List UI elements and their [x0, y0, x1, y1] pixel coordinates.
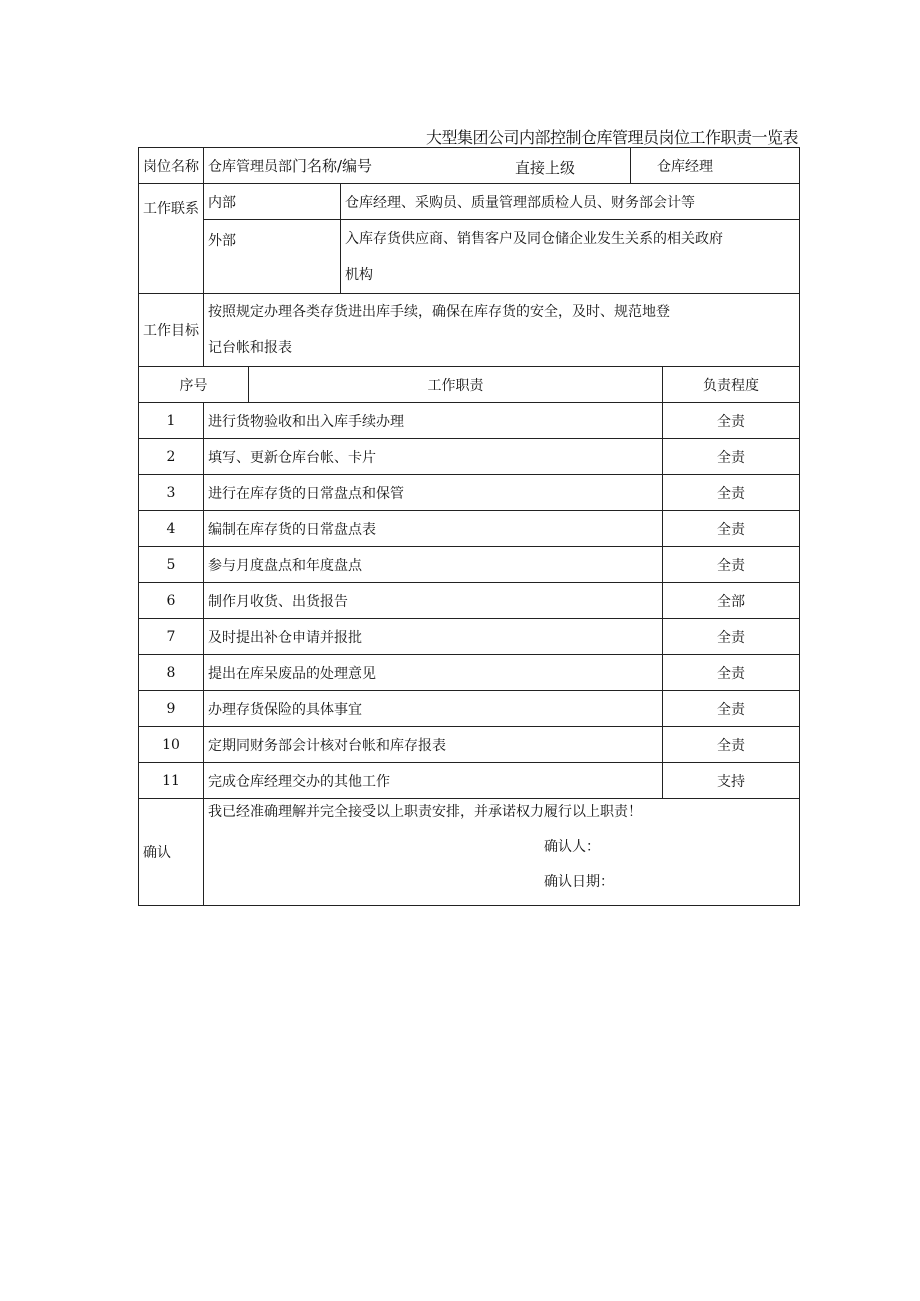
duty-level: 全责	[663, 619, 800, 655]
external-value-line2: 机构	[345, 266, 373, 283]
column-header-row	[139, 367, 800, 403]
duty-no: 11	[139, 763, 204, 799]
duty-text: 办理存货保险的具体事宜	[204, 691, 663, 727]
table-row	[139, 475, 800, 511]
duty-level: 全责	[663, 403, 800, 439]
column-level: 负责程度	[663, 367, 800, 403]
column-no: 序号	[139, 367, 249, 403]
duty-text: 提出在库呆废品的处理意见	[204, 655, 663, 691]
table-row	[139, 439, 800, 475]
table-row	[139, 655, 800, 691]
position-label: 岗位名称	[139, 148, 204, 184]
duty-no: 3	[139, 475, 204, 511]
duty-no: 8	[139, 655, 204, 691]
confirmer-field[interactable]: 确认人：	[544, 839, 600, 855]
confirm-label: 确认	[139, 799, 204, 906]
goal-value	[204, 294, 800, 367]
external-label: 外部	[204, 220, 341, 294]
superior-label: 直接上级	[515, 159, 576, 177]
duty-no: 6	[139, 583, 204, 619]
confirm-date-field[interactable]: 确认日期：	[544, 874, 614, 890]
duty-level: 全责	[663, 547, 800, 583]
duty-text: 进行货物验收和出入库手续办理	[204, 403, 663, 439]
contact-external-row	[139, 220, 800, 294]
duty-no: 9	[139, 691, 204, 727]
document-title: 大型集团公司内部控制仓库管理员岗位工作职责一览表	[425, 128, 798, 147]
internal-label: 内部	[204, 184, 341, 220]
duty-no: 10	[139, 727, 204, 763]
duty-text: 参与月度盘点和年度盘点	[204, 547, 663, 583]
column-duty: 工作职责	[249, 367, 663, 403]
goal-label: 工作目标	[139, 294, 204, 367]
duty-text: 制作月收货、出货报告	[204, 583, 663, 619]
duty-level: 全责	[663, 691, 800, 727]
duty-level: 全责	[663, 475, 800, 511]
confirm-row	[139, 799, 800, 906]
duty-text: 定期同财务部会计核对台帐和库存报表	[204, 727, 663, 763]
duty-level: 全责	[663, 727, 800, 763]
duty-no: 5	[139, 547, 204, 583]
external-value-line1: 入库存货供应商、销售客户及同仓储企业发生关系的相关政府	[345, 230, 723, 247]
duty-text: 编制在库存货的日常盘点表	[204, 511, 663, 547]
goal-row	[139, 294, 800, 367]
dept-label-a: 部	[278, 159, 292, 175]
internal-value: 仓库经理、采购员、质量管理部质检人员、财务部会计等	[341, 184, 800, 220]
confirm-statement: 我已经准确理解并完全接受以上职责安排，并承诺权力履行以上职责！	[208, 804, 642, 820]
external-value	[341, 220, 800, 294]
table-row	[139, 691, 800, 727]
duty-text: 及时提出补仓申请并报批	[204, 619, 663, 655]
header-row	[139, 148, 800, 184]
contact-internal-row	[139, 184, 800, 220]
duty-level: 全责	[663, 655, 800, 691]
duty-level: 全部	[663, 583, 800, 619]
superior-value: 仓库经理	[657, 158, 713, 175]
table-row	[139, 403, 800, 439]
duty-text: 完成仓库经理交办的其他工作	[204, 763, 663, 799]
table-row	[139, 727, 800, 763]
table-row	[139, 619, 800, 655]
duty-level: 支持	[663, 763, 800, 799]
table-row	[139, 583, 800, 619]
confirm-content	[204, 799, 800, 906]
duty-table	[138, 147, 800, 906]
duty-level: 全责	[663, 439, 800, 475]
duty-no: 7	[139, 619, 204, 655]
duty-text: 进行在库存货的日常盘点和保管	[204, 475, 663, 511]
duty-text: 填写、更新仓库台帐、卡片	[204, 439, 663, 475]
duty-no: 4	[139, 511, 204, 547]
goal-line1: 按照规定办理各类存货进出库手续，确保在库存货的安全，及时、规范地登	[208, 304, 670, 320]
duty-level: 全责	[663, 511, 800, 547]
table-row	[139, 511, 800, 547]
duty-no: 1	[139, 403, 204, 439]
table-row	[139, 763, 800, 799]
goal-line2: 记台帐和报表	[208, 340, 292, 356]
position-cell	[204, 148, 631, 184]
table-row	[139, 547, 800, 583]
position-value: 仓库管理员	[208, 159, 278, 175]
dept-label: 门名称/编号	[292, 157, 373, 175]
contacts-label: 工作联系	[139, 184, 204, 294]
duty-no: 2	[139, 439, 204, 475]
superior-value-cell	[631, 148, 800, 184]
